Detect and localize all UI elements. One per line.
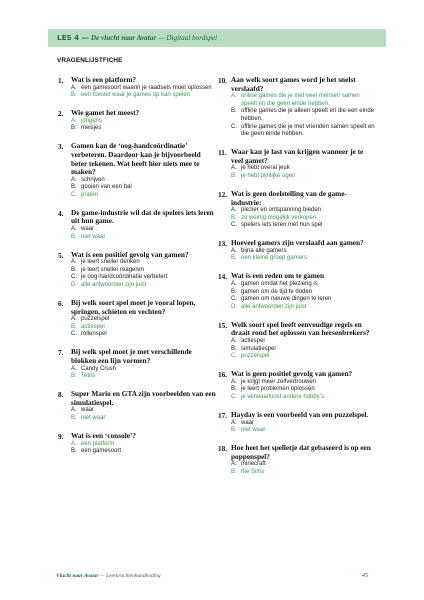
- page-number: 45: [362, 573, 368, 579]
- option-text: niet waar: [81, 233, 106, 240]
- option-text: actiespel: [81, 323, 105, 330]
- question-number: 1.: [58, 76, 64, 85]
- answer-option: [231, 289, 376, 297]
- option-text: je leert sneller reageren: [81, 266, 145, 273]
- option-text: alle antwoorden zijn juist: [241, 303, 307, 310]
- question-item: [56, 209, 216, 241]
- option-letter: A.: [231, 281, 237, 288]
- option-text: gamen om nieuwe dingen te leren: [241, 296, 332, 303]
- answer-option-correct: [231, 469, 376, 477]
- question-text: Super Mario en GTA zijn voorbeelden van een simulatiespel.: [71, 389, 216, 407]
- option-text: online games die je met veel mensen samen speelt en die geen einde hebben: [241, 93, 360, 107]
- question-text: Wie gamet het meest?: [71, 108, 140, 118]
- question-number: 5.: [58, 250, 64, 260]
- answer-option-correct: [71, 118, 216, 126]
- option-letter: A.: [231, 207, 237, 214]
- question-text: Wat is een platform?: [71, 75, 137, 84]
- question-item: [56, 109, 216, 133]
- question-text: Hoe heet het spelletje dat gebaseerd is op een poppenspel?: [231, 443, 371, 461]
- lesson-subtitle: — Digitaal bordspel: [158, 34, 218, 42]
- option-text: the Sims: [241, 468, 265, 475]
- option-letter: A.: [71, 84, 77, 91]
- option-text: een gamesoort waarin je raadsels moet oplossen: [81, 84, 212, 91]
- option-text: puzzelspel: [81, 316, 110, 323]
- option-text: minecraft: [241, 461, 266, 468]
- question-number: 14.: [218, 272, 228, 282]
- question-text: Welk soort spel heeft eenvoudige regels en draait rond het oplossen van hersenbrekers?: [231, 319, 370, 338]
- question-text: Aan welk soort games word je het snelst verslaafd?: [231, 75, 356, 93]
- option-letter: A.: [71, 259, 77, 266]
- option-letter: B.: [231, 468, 237, 475]
- answer-option: [71, 184, 216, 192]
- answer-option: [231, 281, 376, 289]
- option-text: zo weinig mogelijk verkopen: [241, 214, 317, 221]
- lesson-number: LES 4 —: [57, 33, 89, 42]
- answer-option-correct: [71, 192, 216, 200]
- section-title: VRAGENLIJSTFICHE: [57, 57, 123, 64]
- option-letter: A.: [231, 247, 237, 254]
- answer-option-correct: [231, 304, 376, 312]
- question-item: [216, 444, 376, 476]
- option-text: offline games die je met vrienden samen speelt en die geen einde hebben.: [241, 123, 375, 138]
- answer-option: [71, 226, 216, 234]
- answer-option: [231, 346, 376, 354]
- option-letter: C.: [231, 222, 237, 229]
- option-text: meisjes: [81, 125, 102, 132]
- option-letter: B.: [231, 345, 237, 352]
- question-item: [56, 251, 216, 290]
- question-item: [56, 299, 216, 339]
- answer-option-correct: [231, 394, 376, 402]
- question-text: Hayday is een voorbeeld van een puzzelspel.: [231, 409, 369, 419]
- answer-option: [71, 407, 216, 415]
- answer-option: [231, 108, 376, 123]
- option-letter: B.: [71, 92, 77, 99]
- option-text: plezier en ontspanning bieden: [241, 207, 322, 214]
- option-letter: C.: [231, 123, 237, 130]
- question-number: 13.: [218, 239, 228, 249]
- option-letter: B.: [71, 266, 77, 273]
- option-text: een kleine groep gamers: [241, 255, 308, 262]
- option-letter: B.: [71, 448, 77, 455]
- lesson-header-text: [57, 33, 217, 42]
- option-text: offline games die je alleen speelt en die een einde hebben.: [241, 108, 374, 122]
- option-letter: B.: [71, 125, 77, 132]
- footer-title: Vlucht naar Avatar: [56, 573, 99, 579]
- option-letter: B.: [71, 184, 77, 191]
- answer-option: [231, 338, 376, 346]
- answer-option: [71, 259, 216, 267]
- question-item: [56, 142, 216, 199]
- option-text: waar: [81, 226, 95, 233]
- option-text: jongens: [81, 117, 103, 124]
- option-letter: A.: [71, 316, 77, 323]
- question-item: [216, 272, 376, 311]
- question-number: 2.: [58, 109, 64, 119]
- answer-option-correct: [71, 373, 216, 381]
- answer-option: [231, 386, 376, 394]
- question-text: Bij welk spel moet je met verschillende blokken een lijn vormen?: [71, 347, 192, 365]
- question-item: [56, 432, 216, 456]
- question-number: 3.: [58, 142, 64, 152]
- question-number: 9.: [58, 431, 64, 441]
- option-letter: A.: [231, 165, 237, 172]
- option-text: een gamesoort: [81, 448, 122, 455]
- answer-option: [71, 331, 216, 339]
- question-number: 8.: [58, 390, 64, 400]
- option-text: rollenspel: [81, 331, 107, 338]
- question-number: 12.: [218, 189, 228, 199]
- option-letter: B.: [231, 172, 237, 179]
- option-letter: C.: [71, 331, 77, 338]
- question-item: [216, 370, 376, 401]
- option-text: een toestel waar je games op kan spelen: [81, 92, 191, 99]
- option-text: bijna alle gamers: [241, 247, 287, 254]
- question-text: Gamen kan de ‘oog-handcoördinatie’ verbeteren. Daardoor kan je bijvoorbeeld beter tekenen. Wat heeft hier niets mee te maken?: [71, 141, 201, 177]
- option-letter: A.: [71, 440, 77, 447]
- footer-subtitle: — Leerkrachtenhandleiding: [99, 573, 161, 579]
- question-text: Wat is geen doelstelling van de game-industrie:: [231, 188, 347, 207]
- option-letter: C.: [71, 191, 77, 198]
- option-letter: B.: [231, 386, 237, 393]
- option-text: Tetris: [81, 373, 96, 380]
- option-text: actiespel: [241, 337, 265, 344]
- option-text: je hebt overal jeuk: [241, 165, 290, 172]
- answer-option-correct: [231, 353, 376, 361]
- question-text: Waar kan je last van krijgen wanneer je te veel gamet?: [231, 147, 364, 165]
- option-letter: B.: [231, 108, 237, 115]
- option-letter: B.: [71, 373, 77, 380]
- answer-option: [231, 420, 376, 428]
- question-number: 16.: [218, 370, 228, 380]
- option-letter: D.: [71, 282, 77, 289]
- answer-option: [231, 165, 376, 173]
- question-number: 10.: [218, 76, 228, 85]
- answer-option-correct: [71, 282, 216, 290]
- question-text: Wat is een reden om te gamen: [231, 271, 325, 281]
- option-text: schrijven: [81, 176, 105, 183]
- question-item: [216, 411, 376, 435]
- answer-option: [231, 207, 376, 215]
- question-column-left: [56, 76, 216, 465]
- option-letter: B.: [231, 427, 237, 434]
- option-letter: A.: [71, 117, 77, 124]
- lesson-title: De vlucht naar Avatar: [90, 34, 157, 42]
- option-letter: D.: [231, 303, 237, 310]
- option-text: gooien van een bal: [81, 184, 132, 191]
- option-text: Candy Crush: [81, 365, 117, 372]
- option-text: niet waar: [241, 427, 266, 434]
- question-text: Wat is een ‘console’?: [71, 430, 137, 440]
- question-text: Wat is een positief gevolg van gamen?: [71, 249, 189, 259]
- answer-option-correct: [71, 324, 216, 332]
- answer-option: [71, 85, 216, 93]
- option-text: niet waar: [81, 414, 106, 421]
- option-letter: A.: [71, 407, 77, 414]
- question-item: [216, 190, 376, 230]
- option-text: alle antwoorden zijn juist: [81, 282, 147, 289]
- option-letter: A.: [231, 93, 237, 100]
- option-letter: A.: [71, 365, 77, 372]
- answer-option: [231, 296, 376, 304]
- option-text: spelers iets leren met hun spel: [241, 222, 323, 229]
- option-letter: A.: [231, 337, 237, 344]
- answer-option: [231, 222, 376, 230]
- answer-option: [231, 124, 376, 139]
- option-letter: B.: [71, 414, 77, 421]
- answer-option: [71, 125, 216, 133]
- answer-option-correct: [71, 92, 216, 100]
- question-item: [56, 76, 216, 100]
- answer-option: [71, 267, 216, 275]
- question-item: [56, 348, 216, 380]
- footer: [56, 573, 161, 579]
- option-letter: B.: [231, 288, 237, 295]
- question-number: 18.: [218, 444, 228, 454]
- option-letter: B.: [231, 214, 237, 221]
- option-text: je oog-handcoördinatie verbetert: [81, 274, 168, 281]
- question-item: [216, 239, 376, 263]
- option-letter: A.: [231, 419, 237, 426]
- option-letter: C.: [71, 274, 77, 281]
- question-item: [56, 390, 216, 422]
- option-text: waar: [81, 407, 95, 414]
- answer-option-correct: [71, 234, 216, 242]
- answer-option-correct: [231, 255, 376, 263]
- option-letter: C.: [231, 353, 237, 360]
- question-item: [216, 148, 376, 180]
- option-letter: B.: [231, 255, 237, 262]
- question-number: 4.: [58, 208, 64, 218]
- question-text: De game-industrie wil dat de spelers iets leren uit hun game.: [71, 207, 214, 226]
- option-text: puzzelspel: [241, 353, 270, 360]
- option-letter: B.: [71, 233, 77, 240]
- question-item: [216, 76, 376, 139]
- answer-option-correct: [71, 415, 216, 423]
- question-column-right: [216, 76, 376, 486]
- answer-option-correct: [231, 427, 376, 435]
- lesson-header-bar: [48, 29, 386, 47]
- option-letter: A.: [231, 461, 237, 468]
- option-text: een platform: [81, 440, 115, 447]
- option-letter: C.: [231, 296, 237, 303]
- option-text: je leert problemen oplossen: [241, 386, 315, 393]
- answer-option: [71, 448, 216, 456]
- option-text: je krijgt meer zelfvertrouwen: [241, 378, 317, 385]
- option-text: waar: [241, 419, 255, 426]
- question-number: 6.: [58, 299, 64, 309]
- option-text: je verwaarloost andere hobby’s: [241, 393, 324, 400]
- question-number: 15.: [218, 320, 228, 330]
- question-text: Bij welk soort spel moet je vooral lopen, springen, schieten en vechten?: [71, 298, 196, 316]
- question-number: 17.: [218, 410, 228, 420]
- answer-option-correct: [231, 173, 376, 181]
- answer-option: [231, 461, 376, 469]
- option-letter: B.: [71, 323, 77, 330]
- option-text: je leert sneller denken: [81, 259, 140, 266]
- answer-option: [231, 248, 376, 256]
- question-number: 7.: [58, 348, 64, 358]
- question-text: Wat is geen positief gevolg van gamen?: [231, 369, 353, 379]
- option-text: gamen om de tijd te doden: [241, 288, 313, 295]
- answer-option: [71, 177, 216, 185]
- answer-option: [71, 366, 216, 374]
- answer-option: [71, 316, 216, 324]
- option-text: praten: [81, 191, 99, 198]
- question-number: 11.: [218, 148, 227, 158]
- answer-option: [71, 274, 216, 282]
- answer-option-correct: [71, 441, 216, 449]
- answer-option-correct: [231, 93, 376, 108]
- option-letter: A.: [71, 226, 77, 233]
- option-text: simulatiespel: [241, 345, 276, 352]
- question-text: Hoeveel gamers zijn verslaafd aan gamen?: [231, 238, 364, 248]
- question-item: [216, 321, 376, 361]
- answer-option-correct: [231, 215, 376, 223]
- option-letter: A.: [231, 378, 237, 385]
- answer-option: [231, 379, 376, 387]
- option-text: gamen omdat het plezierig is: [241, 281, 318, 288]
- option-letter: A.: [71, 176, 77, 183]
- option-text: je hebt pijnlijke ogen: [241, 172, 296, 179]
- option-letter: C.: [231, 393, 237, 400]
